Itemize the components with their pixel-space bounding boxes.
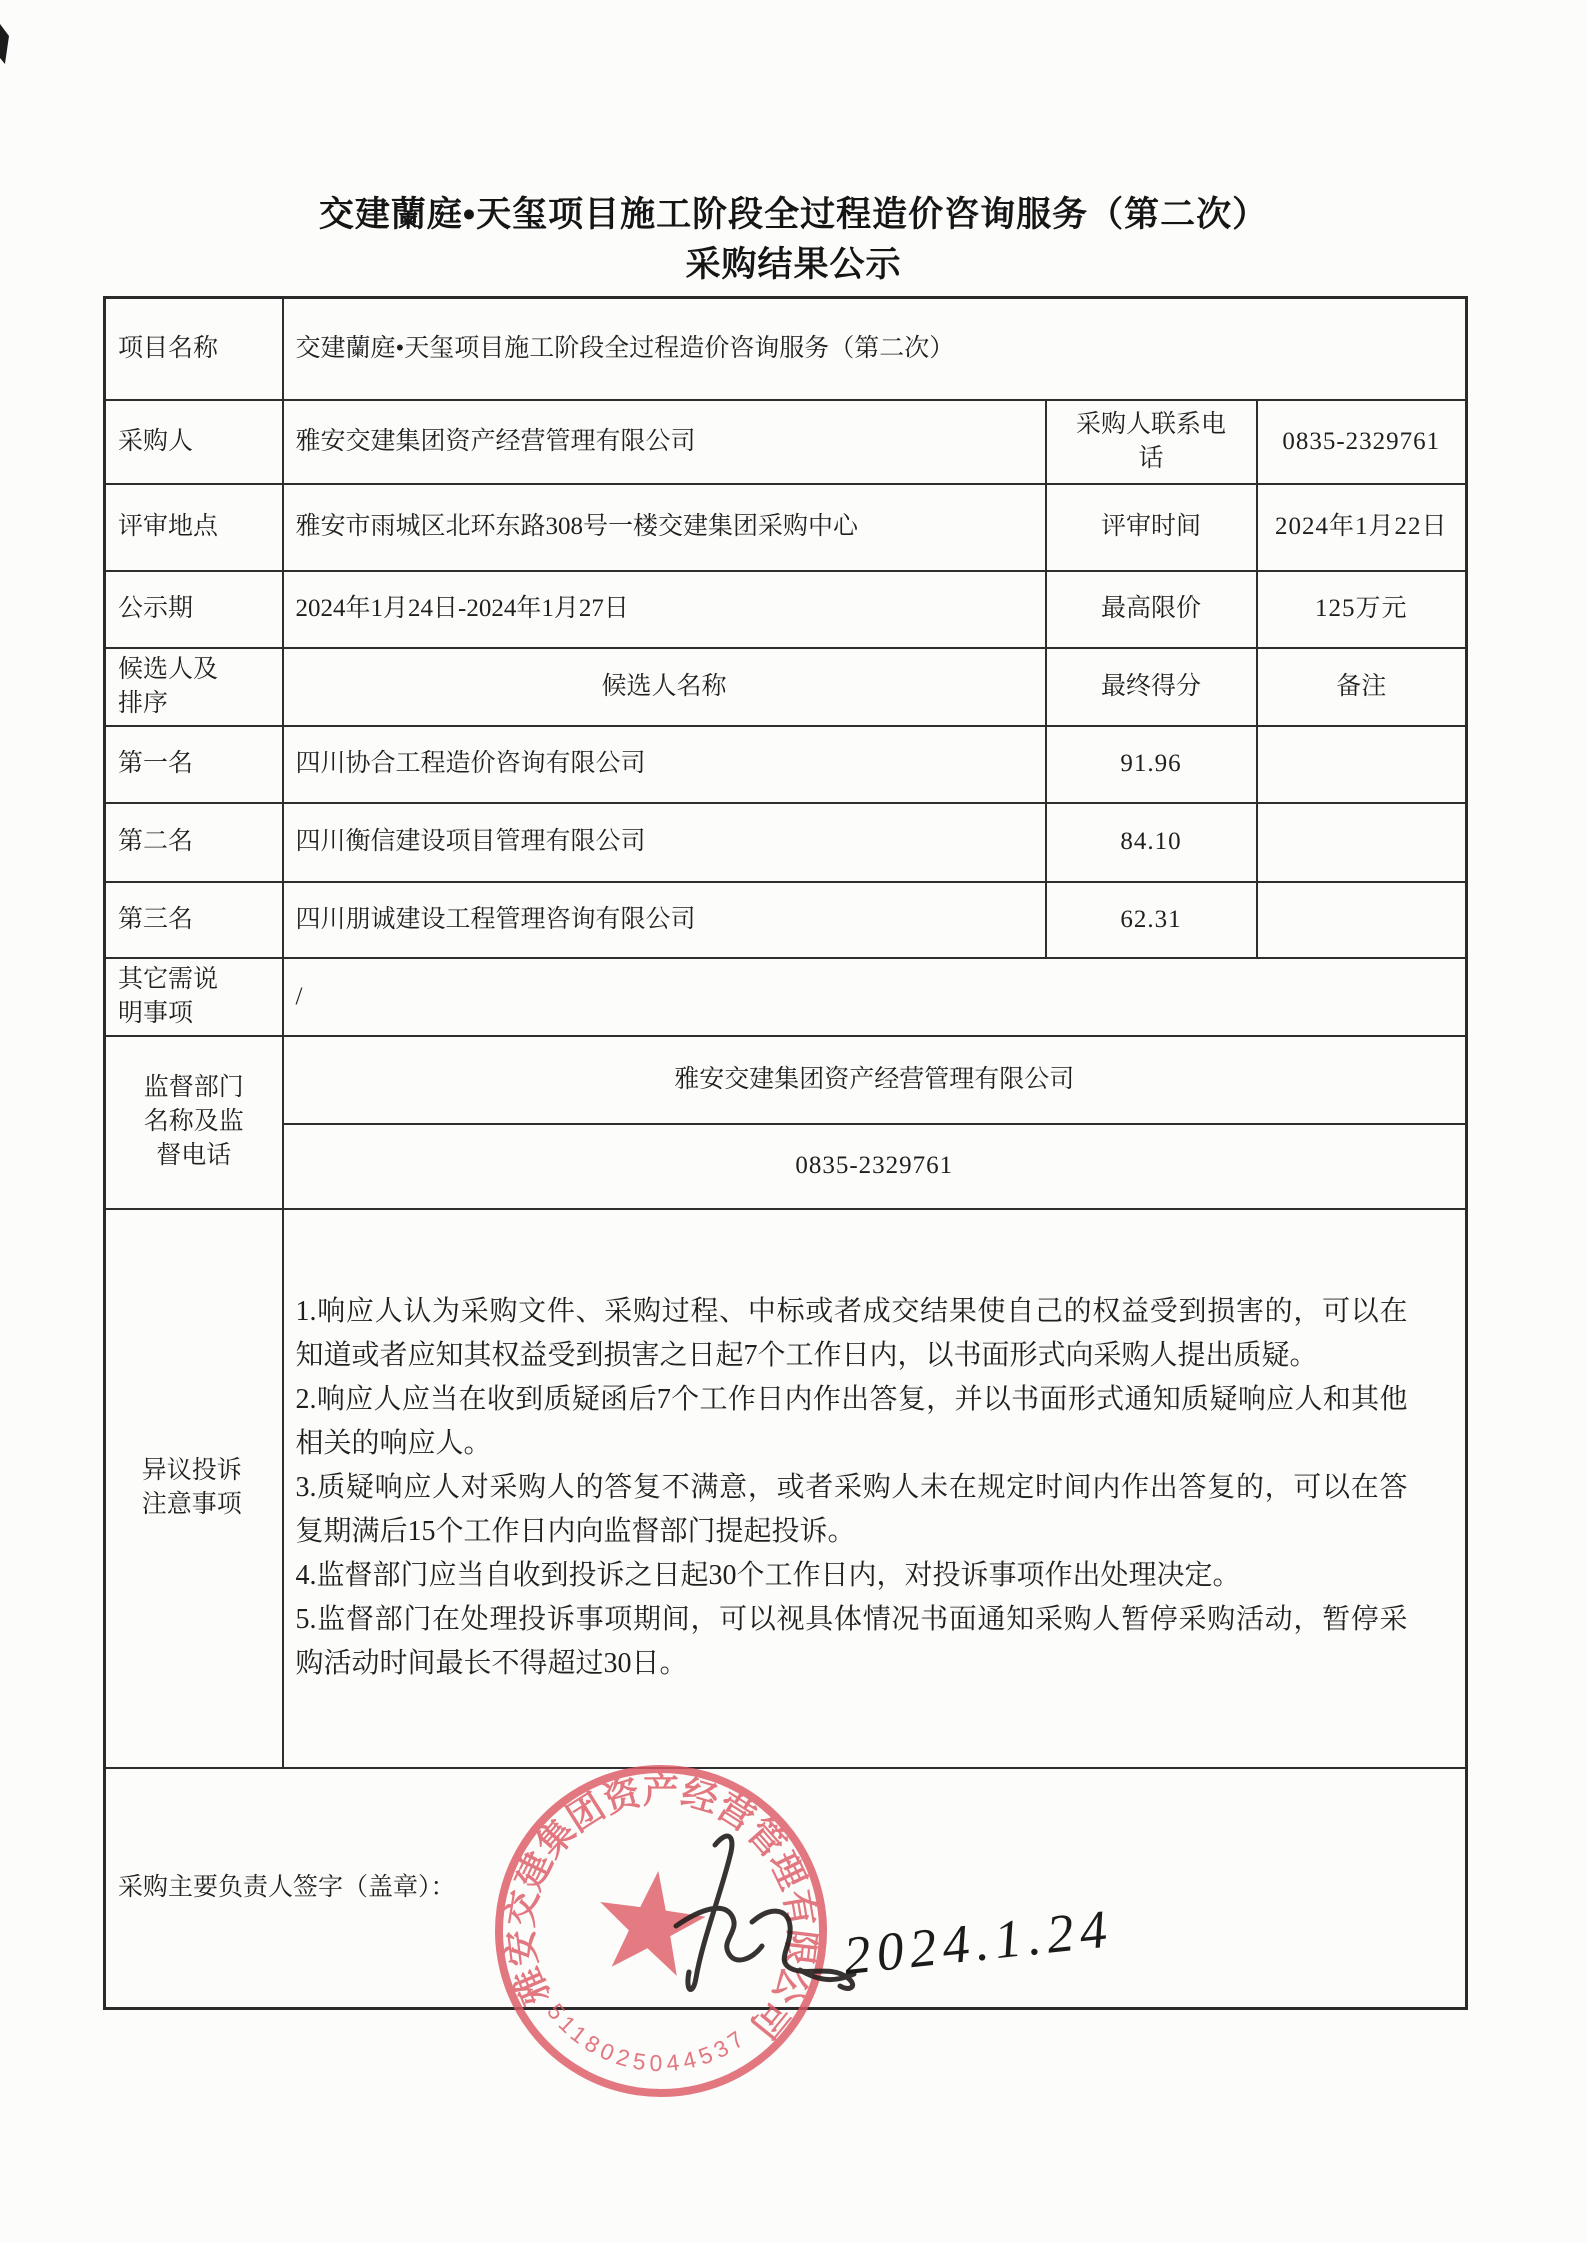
candidate-name: 四川协合工程造价咨询有限公司 <box>283 726 1046 803</box>
candidate-rank: 第二名 <box>105 803 283 882</box>
candidates-remark-header: 备注 <box>1257 648 1467 726</box>
candidate-score: 91.96 <box>1046 726 1257 803</box>
candidate-remark <box>1257 882 1467 958</box>
document-title-line1: 交建蘭庭•天玺项目施工阶段全过程造价咨询服务（第二次） <box>318 195 1269 234</box>
signature-cell <box>105 1768 1467 2009</box>
candidate-row <box>105 803 1467 882</box>
document-title-line2: 采购结果公示 <box>685 245 902 284</box>
candidate-name: 四川衡信建设项目管理有限公司 <box>283 803 1046 882</box>
supervision-dept-name: 雅安交建集团资产经营管理有限公司 <box>283 1036 1467 1124</box>
seal-number-text: 5118025044537 <box>542 1998 753 2077</box>
project-name-value: 交建蘭庭•天玺项目施工阶段全过程造价咨询服务（第二次） <box>283 298 1467 400</box>
supervision-dept-phone: 0835-2329761 <box>283 1124 1467 1209</box>
notice-item-5: 5.监督部门在处理投诉事项期间，可以视具体情况书面通知采购人暂停采购活动，暂停采购活动时间最长不得超过30日。 <box>295 1604 1408 1679</box>
max-price-label: 最高限价 <box>1046 571 1257 648</box>
review-time-label: 评审时间 <box>1046 484 1257 571</box>
purchaser-value: 雅安交建集团资产经营管理有限公司 <box>283 400 1046 484</box>
review-time-value: 2024年1月22日 <box>1257 484 1467 571</box>
candidate-name: 四川朋诚建设工程管理咨询有限公司 <box>283 882 1046 958</box>
publicity-period-label: 公示期 <box>105 571 283 648</box>
notice-item-4: 4.监督部门应当自收到投诉之日起30个工作日内，对投诉事项作出处理决定。 <box>295 1560 1241 1591</box>
notice-item-2: 2.响应人应当在收到质疑函后7个工作日内作出答复，并以书面形式通知质疑响应人和其他相关的响应人。 <box>295 1384 1408 1459</box>
dispute-notice-text <box>296 1290 1408 1686</box>
other-notes-value: / <box>283 958 1467 1036</box>
project-name-label: 项目名称 <box>105 298 283 400</box>
purchaser-label: 采购人 <box>105 400 283 484</box>
max-price-value: 125万元 <box>1257 571 1467 648</box>
signature-row <box>105 1768 1467 2009</box>
scan-edge-artifact <box>0 24 9 64</box>
candidates-score-header: 最终得分 <box>1046 648 1257 726</box>
supervision-dept-label: 监督部门名称及监督电话 <box>105 1036 283 1209</box>
table-row <box>105 298 1467 400</box>
candidate-remark <box>1257 803 1467 882</box>
publicity-period-value: 2024年1月24日-2024年1月27日 <box>283 571 1046 648</box>
candidate-score: 62.31 <box>1046 882 1257 958</box>
table-header-row <box>105 648 1467 726</box>
table-row <box>105 400 1467 484</box>
notice-item-1: 1.响应人认为采购文件、采购过程、中标或者成交结果使自己的权益受到损害的，可以在知道或者应知其权益受到损害之日起7个工作日内，以书面形式向采购人提出质疑。 <box>295 1296 1408 1371</box>
candidate-rank: 第一名 <box>105 726 283 803</box>
dispute-notice-label: 异议投诉注意事项 <box>105 1209 283 1768</box>
purchaser-contact-value: 0835-2329761 <box>1257 400 1467 484</box>
candidate-rank: 第三名 <box>105 882 283 958</box>
dispute-notice-content <box>283 1209 1467 1768</box>
table-row <box>105 958 1467 1036</box>
candidate-row <box>105 726 1467 803</box>
candidates-rank-label: 候选人及排序 <box>105 648 283 726</box>
notice-item-3: 3.质疑响应人对采购人的答复不满意，或者采购人未在规定时间内作出答复的，可以在答复期满后15个工作日内向监督部门提起投诉。 <box>295 1472 1408 1547</box>
other-notes-label: 其它需说明事项 <box>105 958 283 1036</box>
candidates-name-header: 候选人名称 <box>283 648 1046 726</box>
table-row <box>105 1124 1467 1209</box>
table-row <box>105 1036 1467 1124</box>
announcement-table <box>103 296 1468 2010</box>
candidate-score: 84.10 <box>1046 803 1257 882</box>
handwritten-date: 2024.1.24 <box>840 1898 1116 1987</box>
purchaser-contact-label: 采购人联系电话 <box>1046 400 1257 484</box>
seal-company-text: 雅安交建集团资产经营管理有限公司 <box>499 1770 823 2046</box>
review-place-label: 评审地点 <box>105 484 283 571</box>
table-row <box>105 484 1467 571</box>
document-title <box>0 190 1587 290</box>
table-row <box>105 1209 1467 1768</box>
candidate-remark <box>1257 726 1467 803</box>
review-place-value: 雅安市雨城区北环东路308号一楼交建集团采购中心 <box>283 484 1046 571</box>
candidate-row <box>105 882 1467 958</box>
signature-label: 采购主要负责人签字（盖章）： <box>118 1873 456 1901</box>
table-row <box>105 571 1467 648</box>
